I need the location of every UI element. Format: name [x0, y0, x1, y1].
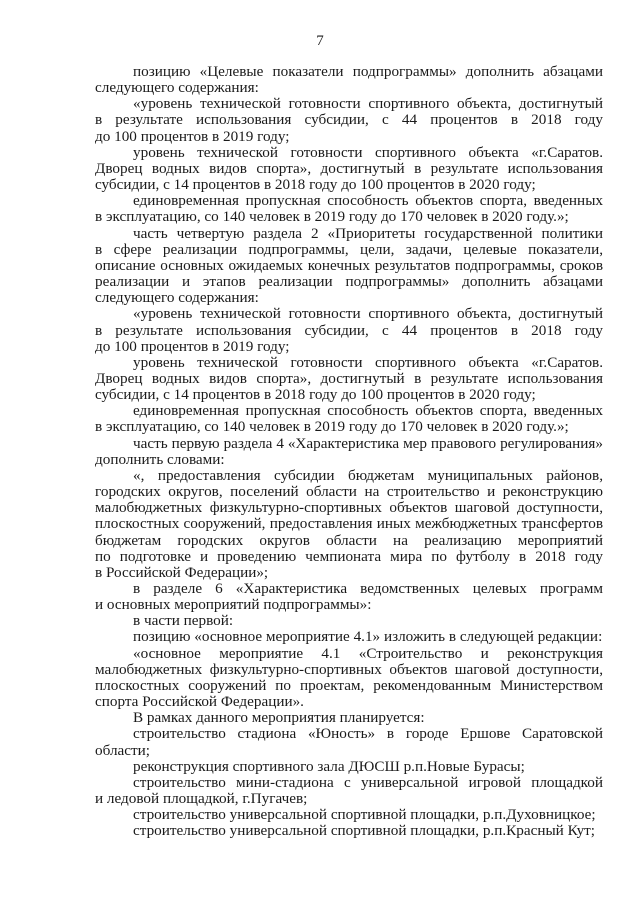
paragraph: [95, 759, 603, 775]
text-line: строительство универсальной спортивной площадки, р.п.Духовницкое;: [133, 806, 596, 824]
paragraph: [95, 613, 603, 629]
paragraph: [95, 807, 603, 823]
text-line: городских округов, поселений области на строительство и реконструкцию: [95, 484, 603, 501]
text-line: субсидии, с 14 процентов в 2018 году до 100 процентов в 2020 году;: [95, 176, 536, 194]
text-line: бюджетам городских округов области на реализацию мероприятий: [95, 532, 603, 549]
paragraph: [95, 436, 603, 468]
text-line: дополнить словами:: [95, 450, 225, 468]
text-line: в эксплуатацию, со 140 человек в 2019 году до 170 человек в 2020 году.»;: [95, 208, 569, 226]
text-line: в сфере реализации подпрограммы, цели, задачи, целевые показатели,: [95, 241, 603, 258]
text-line: области;: [95, 741, 150, 759]
text-line: «уровень технической готовности спортивного объекта, достигнутый: [133, 96, 603, 113]
text-line: в результате использования субсидии, с 44 процентов в 2018 году: [95, 112, 603, 129]
paragraph: [95, 726, 603, 758]
document-body: [95, 64, 603, 840]
paragraph: [95, 403, 603, 435]
text-line: в Российской Федерации»;: [95, 563, 269, 581]
paragraph: [95, 710, 603, 726]
text-line: строительство универсальной спортивной площадки, р.п.Красный Кут;: [133, 822, 596, 840]
text-line: «, предоставления субсидии бюджетам муниципальных районов,: [133, 467, 603, 484]
text-line: уровень технической готовности спортивного объекта «г.Саратов.: [133, 354, 603, 371]
paragraph: [95, 355, 603, 403]
paragraph: [95, 64, 603, 96]
paragraph: [95, 306, 603, 354]
text-line: в результате использования субсидии, с 44 процентов в 2018 году: [95, 322, 603, 339]
paragraph: [95, 823, 603, 839]
text-line: строительство стадиона «Юность» в городе Ершове Саратовской: [133, 726, 603, 743]
text-line: «основное мероприятие 4.1 «Строительство и реконструкция: [133, 645, 603, 662]
paragraph: [95, 775, 603, 807]
text-line: малобюджетных физкультурно-спортивных объектов шаговой доступности,: [95, 661, 603, 678]
text-line: единовременная пропускная способность объектов спорта, введенных: [133, 403, 603, 420]
paragraph: [95, 581, 603, 613]
paragraph: [95, 145, 603, 193]
text-line: позицию «Целевые показатели подпрограммы» дополнить абзацами: [133, 64, 603, 80]
text-line: и основных мероприятий подпрограммы»:: [95, 596, 372, 614]
text-line: малобюджетных физкультурно-спортивных объектов шаговой доступности,: [95, 500, 603, 517]
paragraph: [95, 629, 603, 645]
text-line: описание основных ожидаемых конечных результатов подпрограммы, сроков: [95, 257, 603, 274]
text-line: плоскостных сооружений по проектам, рекомендованным Министерством: [95, 677, 603, 694]
text-line: плоскостных сооружений, предоставления иных межбюджетных трансфертов: [95, 516, 603, 533]
paragraph: [95, 226, 603, 307]
paragraph: [95, 96, 603, 144]
text-line: реконструкция спортивного зала ДЮСШ р.п.Новые Бурасы;: [133, 757, 525, 775]
text-line: часть четвертую раздела 2 «Приоритеты государственной политики: [133, 225, 603, 242]
text-line: Дворец водных видов спорта», достигнутый в результате использования: [95, 370, 603, 387]
page-number: 7: [316, 33, 324, 49]
text-line: и ледовой площадкой, г.Пугачев;: [95, 790, 308, 808]
text-line: по подготовке и проведению чемпионата мира по футболу в 2018 году: [95, 548, 603, 565]
text-line: следующего содержания:: [95, 289, 259, 307]
paragraph: [95, 193, 603, 225]
text-line: «уровень технической готовности спортивного объекта, достигнутый: [133, 306, 603, 323]
paragraph: [95, 646, 603, 711]
text-line: следующего содержания:: [95, 79, 259, 97]
text-line: позицию «основное мероприятие 4.1» изложить в следующей редакции:: [133, 628, 603, 646]
paragraph: [95, 468, 603, 581]
text-line: единовременная пропускная способность объектов спорта, введенных: [133, 193, 603, 210]
text-line: в части первой:: [133, 612, 234, 630]
text-line: спорта Российской Федерации».: [95, 693, 304, 711]
text-line: В рамках данного мероприятия планируется:: [133, 709, 425, 727]
text-line: в разделе 6 «Характеристика ведомственных целевых программ: [133, 581, 603, 597]
text-line: Дворец водных видов спорта», достигнутый в результате использования: [95, 160, 603, 177]
text-line: до 100 процентов в 2019 году;: [95, 127, 290, 145]
text-line: субсидии, с 14 процентов в 2018 году до 100 процентов в 2020 году;: [95, 386, 536, 404]
text-line: в эксплуатацию, со 140 человек в 2019 году до 170 человек в 2020 году.»;: [95, 418, 569, 436]
text-line: строительство мини-стадиона с универсальной игровой площадкой: [133, 774, 603, 791]
text-line: реализации и этапов реализации подпрограммы» дополнить абзацами: [95, 274, 603, 291]
text-line: до 100 процентов в 2019 году;: [95, 337, 290, 355]
text-line: часть первую раздела 4 «Характеристика мер правового регулирования»: [133, 435, 603, 452]
text-line: уровень технической готовности спортивного объекта «г.Саратов.: [133, 144, 603, 161]
